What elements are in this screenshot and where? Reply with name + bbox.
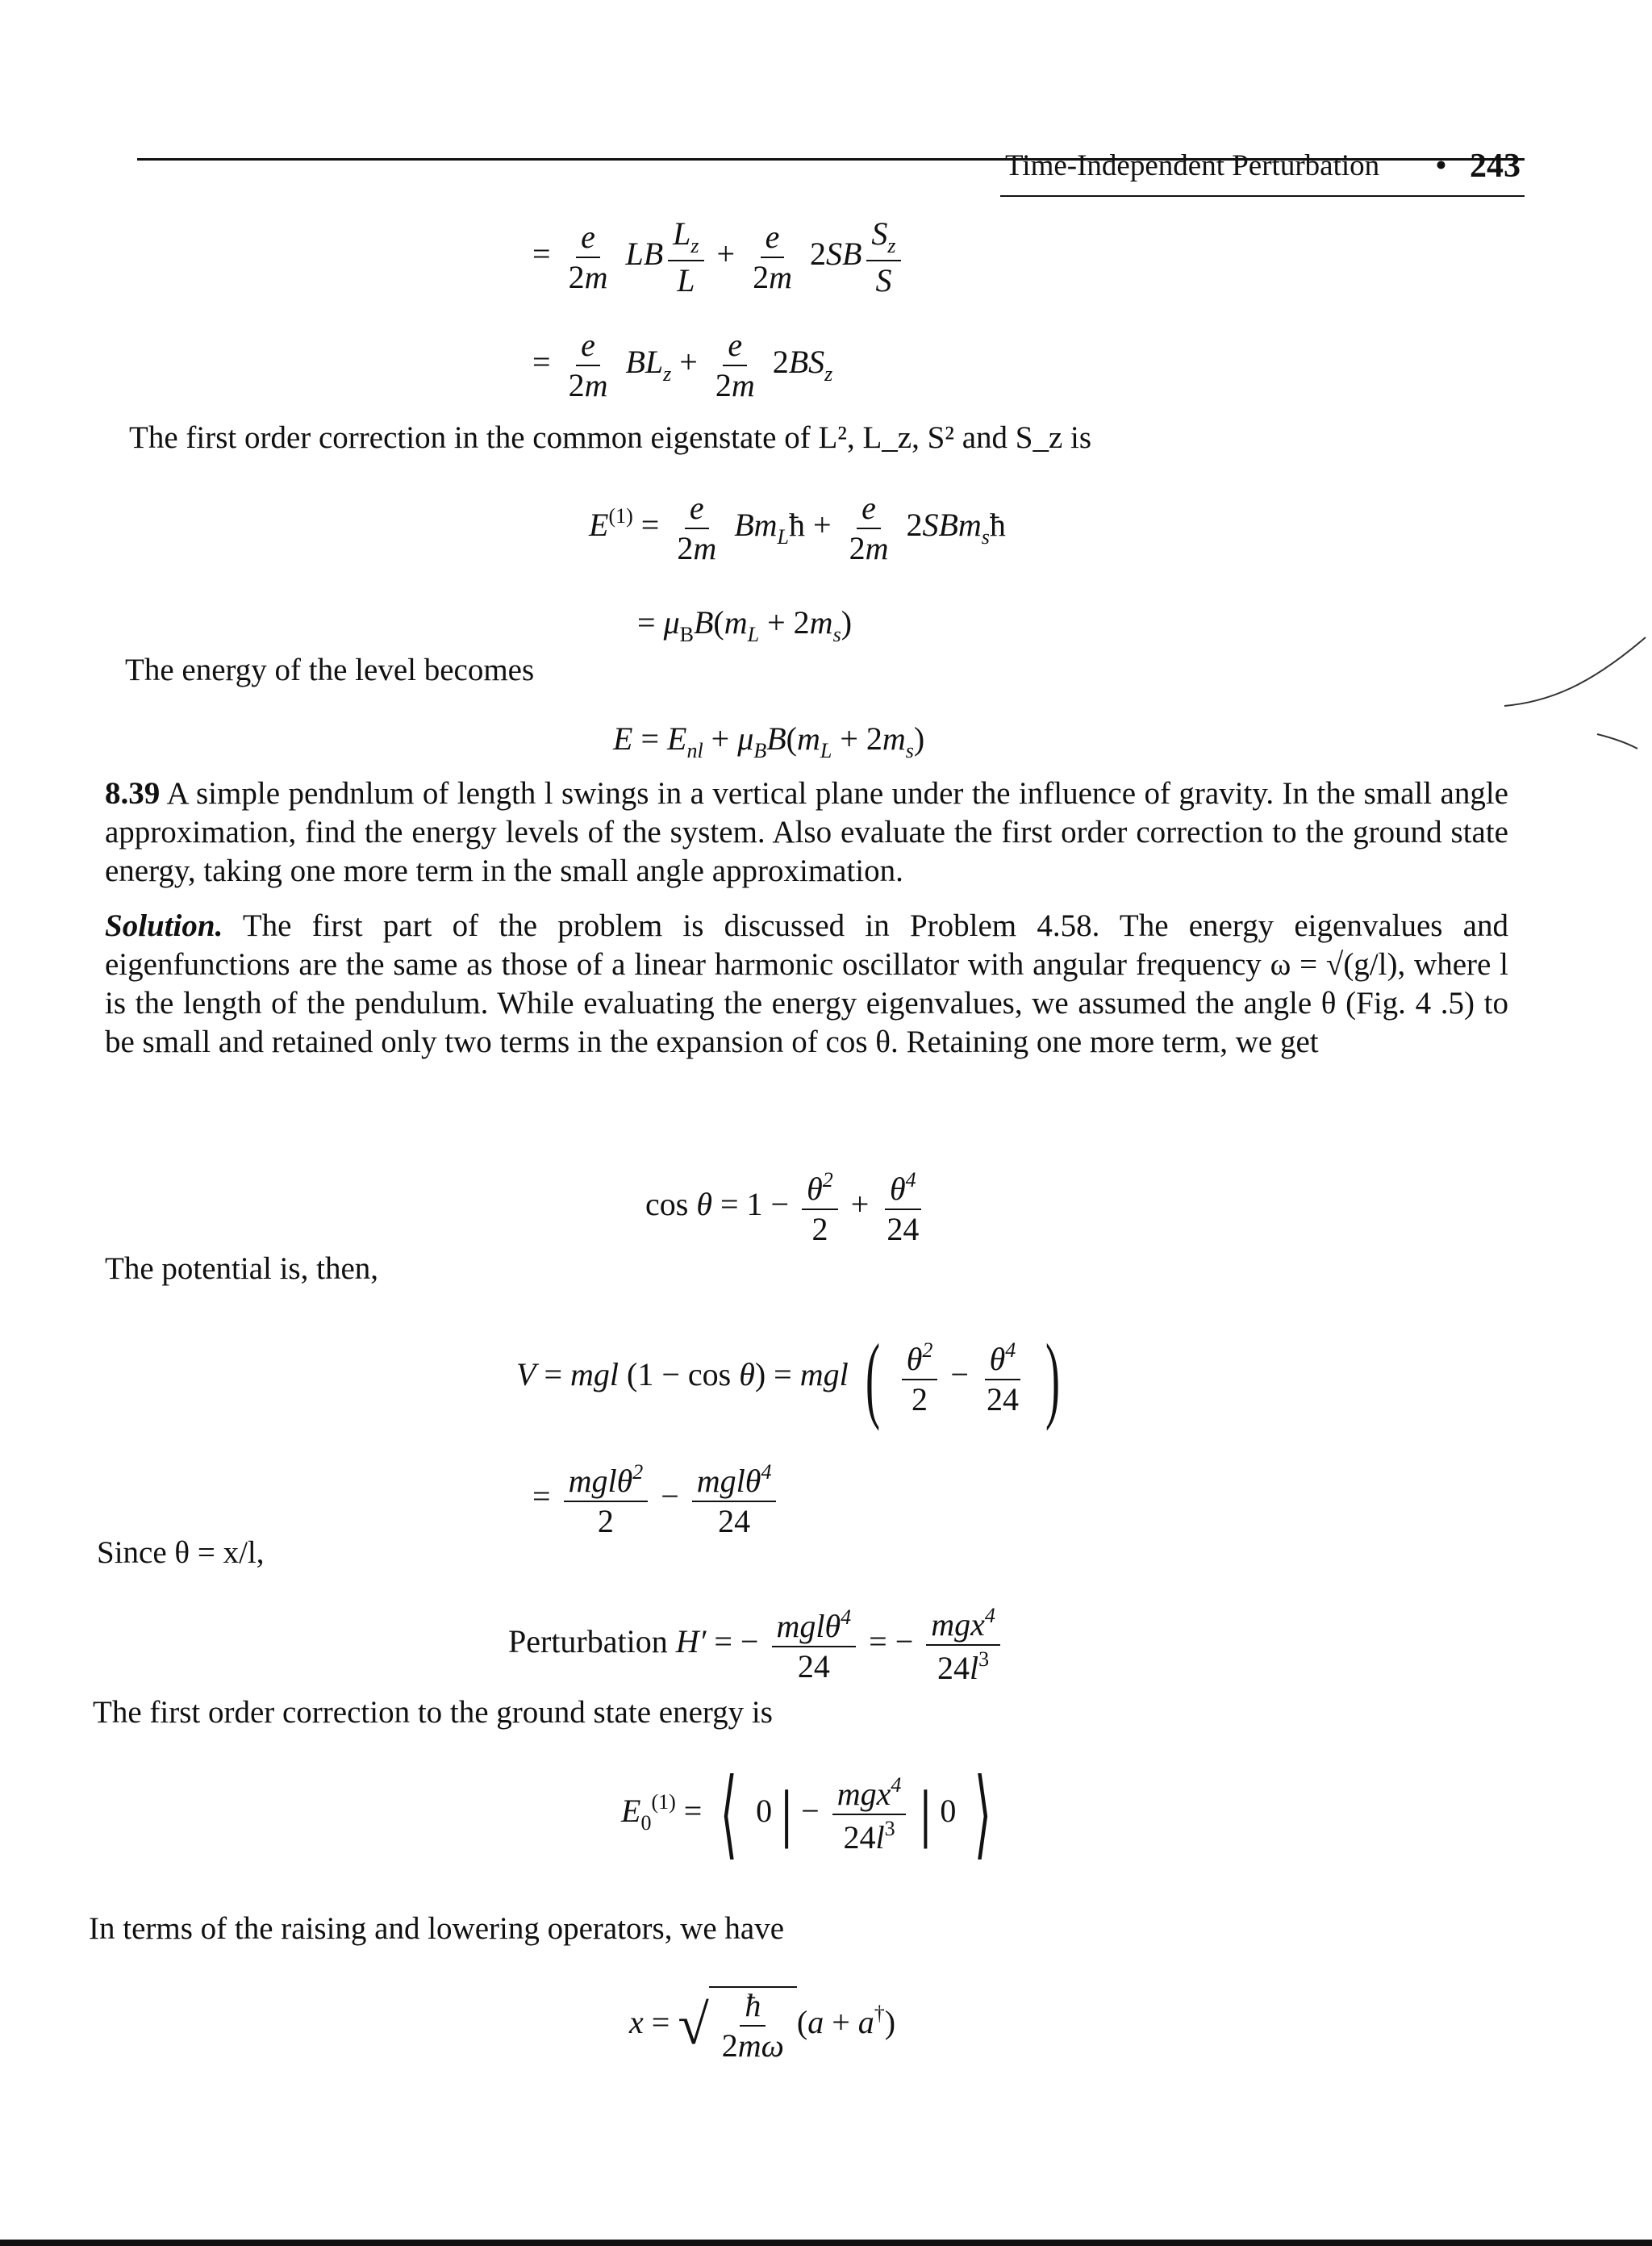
potential-equation: V = mgl (1 − cos θ) = mgl ( $\frac{\theta^2}{2}$ − $\frac{\theta^4}{24}$ )	[516, 1324, 1060, 1431]
first-order-intro: The first order correction in the common eigenstate of L², L_z, S² and S_z is	[129, 420, 1092, 455]
solution-label: Solution.	[105, 908, 223, 943]
pencil-mark	[1500, 629, 1652, 758]
header-underline	[1000, 195, 1525, 197]
bohr-magneton-equation: = $\mu_BB(m_L + 2m_s)$	[637, 604, 853, 646]
solution-text: The first part of the problem is discussed in Problem 4.58. The energy eigenvalues and eigenfunctions are the same as those of a linear harmonic oscillator with angular frequency ω = √(g/l), where l is the length of the pendulum. While evaluating the energy eigenvalues, we assumed the angle θ (Fig. 4 .5) to be small and retained only two terms in the expansion of cos θ. Retaining one more term, we get	[105, 908, 1508, 1059]
perturbation-label: Perturbation	[508, 1623, 668, 1660]
first-order-correction-equation: $E^{(1)}$ = $\frac{e}{2m}$ $Bm_Lħ$ + $\frac{e}{2m}$ 2SBm$_s$ħ	[589, 490, 1006, 566]
problem-number: 8.39	[105, 776, 161, 811]
ground-state-intro: The first order correction to the ground state energy is	[93, 1695, 773, 1730]
potential-expanded-equation: = $\frac{mgl\theta^2}{2}$ − $\frac{mgl\theta^4}{24}$	[532, 1462, 781, 1538]
perturbation-equation: Perturbation H′ = − $\frac{mgl\theta^4}{24}$ = − $\frac{mgx^4}{24l^3}$	[508, 1605, 1005, 1684]
problem-8-39	[105, 774, 1508, 891]
energy-level-text: The energy of the level becomes	[125, 653, 535, 687]
position-operator-equation: x = √ $\frac{ħ}{2m\omega}$ (a + a†)	[629, 1987, 896, 2064]
page-number: 243	[1470, 148, 1521, 185]
equation-line-2: = $\frac{e}{2m}$ $BL_z$ + $\frac{e}{2m}$ $2BS_z$	[532, 327, 833, 403]
running-title: Time-Independent Perturbation	[1005, 149, 1380, 182]
since-theta: Since θ = x/l,	[97, 1535, 265, 1570]
raising-lowering-intro: In terms of the raising and lowering operators, we have	[89, 1911, 785, 1946]
potential-intro: The potential is, then,	[105, 1251, 379, 1286]
ground-state-correction-equation: $E_0^{(1)}$ = ⟨ 0 | − $\frac{mgx^4}{24l^3}$ | 0 ⟩	[621, 1760, 992, 1868]
solution-paragraph	[105, 907, 1508, 1062]
cosine-expansion-equation: cos θ = 1 − $\frac{\theta^2}{2}$ + $\frac{\theta^4}{24}$	[645, 1170, 928, 1246]
bottom-edge-rule	[0, 2240, 1652, 2246]
header-bullet: •	[1436, 149, 1446, 182]
problem-text: A simple pendnlum of length l swings in a vertical plane under the influence of gravity. In the small angle approximation, find the energy levels of the system. Also evaluate the first order correction to the ground state energy, taking one more term in the small angle approximation.	[105, 776, 1508, 888]
equation-line-1: = $\frac{e}{2m}$ LB $\frac{L_z}{L}$ + $\frac{e}{2m}$ 2SB $\frac{S_z}{S}$	[532, 218, 906, 297]
energy-level-equation: $E = E_{nl} + \mu_BB(m_L + 2m_s)$	[613, 720, 925, 762]
